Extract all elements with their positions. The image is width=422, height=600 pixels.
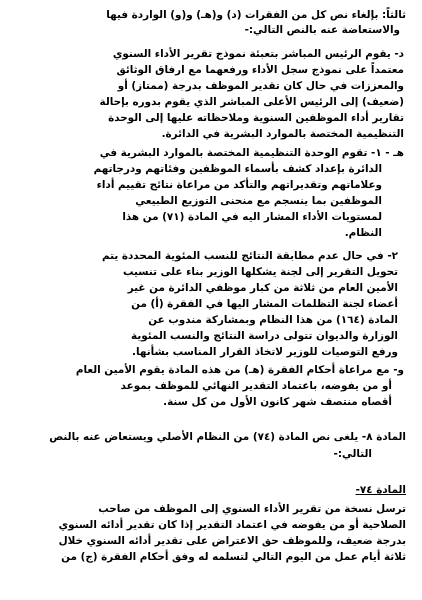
text-line: وعلاماتهم وتقديراتهم والتأكد من مراعاة نتائج تقييم أداء <box>96 179 382 191</box>
text-line: المادة ٨- يلغى نص المادة (٧٤) من النظام الأصلي ويستعاض عنه بالنص <box>49 431 406 443</box>
text-line: (ضعيف) إلى الرئيس الأعلى المباشر الذي يقوم بدوره بإحالة <box>99 96 404 108</box>
text-line: ثالثاً: بإلغاء نص كل من الفقرات (د) و(هـ) و(و) الواردة فيها <box>106 9 406 21</box>
text-line: أقصاه منتصف شهر كانون الأول من كل سنة. <box>163 396 392 408</box>
text-line: المادة (١٦٤) من هذا النظام وبمشاركة مندوب عن <box>148 314 398 326</box>
text-line: ثلاثة أيام عمل من اليوم التالي لتسلمه له وفق أحكام الفقرة (ج) من <box>61 551 406 563</box>
text-line: تقارير أداء الموظفين السنوية وملاحظاته عليها إلى الوحدة <box>108 112 404 124</box>
text-line: معتمداً على نموذج سجل الأداء ورفعهما مع ارفاق الوثائق <box>116 64 404 76</box>
text-line: هـ - ١- تقوم الوحدة التنظيمية المختصة بالموارد البشرية في <box>99 147 404 159</box>
text-line: والمعززات في حال كان تقدير الموظف بدرجة (ممتاز) أو <box>117 80 404 92</box>
text-line: بدرجة ضعيف، وللموظف حق الاعتراض على تقدير أدائه السنوي خلال <box>58 535 406 547</box>
text-line: تحويل التقرير إلى لجنة يشكلها الوزير بناء على تنسيب <box>123 266 398 278</box>
text-line: لمستويات الأداء المشار اليه في المادة (٧١) من هذا <box>122 211 382 223</box>
text-line: الصلاحية أو من يفوضه في اعتماد التقدير إذا كان تقدير أدائه السنوي <box>58 519 406 531</box>
text-line: الوزارة والديوان تتولى دراسة النتائج والنسب المئوية <box>131 330 398 342</box>
text-line: المادة ٧٤- <box>355 484 406 496</box>
text-line: ورفع التوصيات للوزير لاتخاذ القرار المناسب بشأنها. <box>132 346 398 358</box>
text-line: أعضاء لجنة التظلمات المشار اليها في الفقرة (أ) من <box>131 298 398 310</box>
text-line: ترسل نسخة من تقرير الأداء السنوي إلى الموظف من صاحب <box>98 503 406 515</box>
text-line: التنظيمية المختصة بالموارد البشرية في الدائرة. <box>161 128 404 140</box>
text-line: التالي:- <box>333 448 372 460</box>
text-line: الأمين العام من ثلاثة من كبار موظفي الدائرة من غير <box>127 282 398 294</box>
text-line: أو من يفوضه، باعتماد التقدير النهائي للموظف بموعد <box>120 380 392 392</box>
text-line: ٢- في حال عدم مطابقة النتائج للنسب المئوية المحددة يتم <box>101 250 398 262</box>
text-line: والاستعاضة عنه بالنص التالي:- <box>244 24 400 36</box>
text-line: الدائرة بإعداد كشف بأسماء الموظفين وفئاتهم ودرجاتهم <box>93 163 382 175</box>
text-line: و- مع مراعاة أحكام الفقرة (هـ) من هذه المادة يقوم الأمين العام <box>75 364 404 376</box>
text-line: د- يقوم الرئيس المباشر بتعبئة نموذج تقرير الأداء السنوي <box>112 48 404 60</box>
text-line: النظام. <box>344 227 382 239</box>
text-line: الموظفين بما ينسجم مع منحنى التوزيع الطبيعي <box>135 195 382 207</box>
